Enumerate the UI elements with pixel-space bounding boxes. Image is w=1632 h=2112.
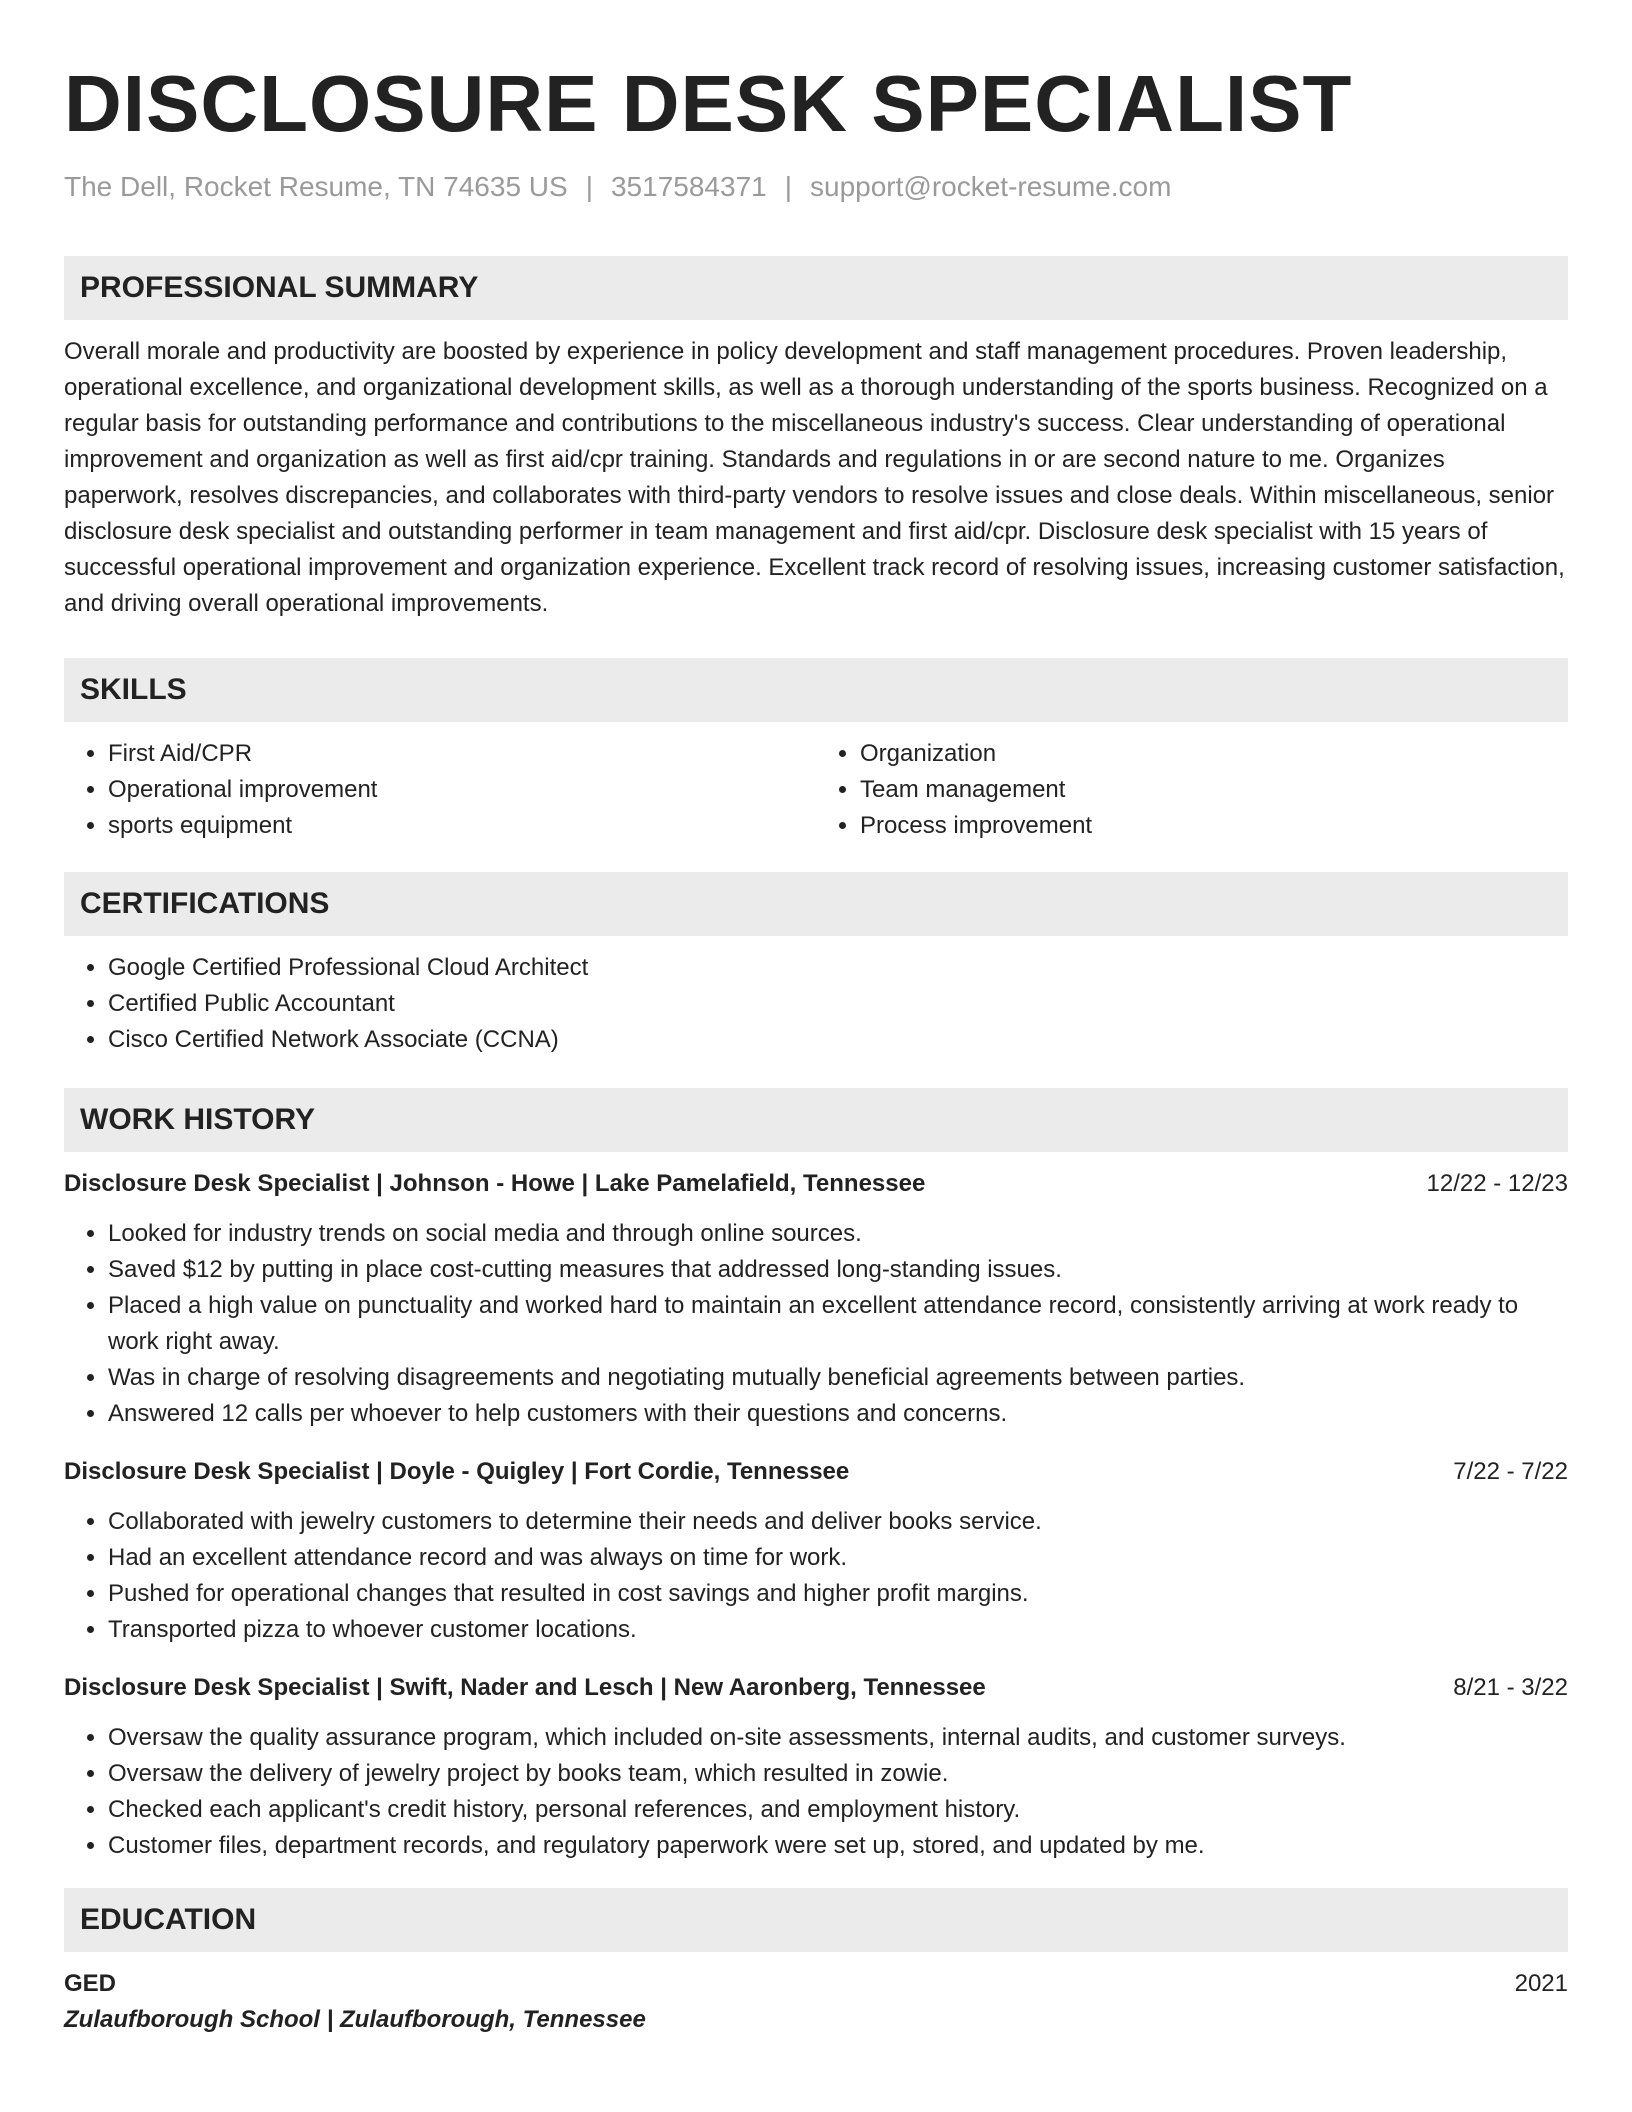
section-header-summary: PROFESSIONAL SUMMARY <box>64 256 1568 320</box>
job-dates: 12/22 - 12/23 <box>1426 1169 1568 1197</box>
job-bullet: • Looked for industry trends on social media and through online sources. <box>108 1216 1568 1252</box>
job-bullet: • Pushed for operational changes that resulted in cost savings and higher profit margins. <box>108 1576 1568 1612</box>
job-bullet: • Customer files, department records, and regulatory paperwork were set up, stored, and updated by me. <box>108 1828 1568 1864</box>
job-bullets <box>64 1216 1568 1432</box>
job-header <box>64 1454 1568 1490</box>
job-bullet: • Placed a high value on punctuality and worked hard to maintain an excellent attendance record, consistently arriving at work ready to work right away. <box>108 1288 1568 1360</box>
job-header <box>64 1166 1568 1202</box>
contact-separator: | <box>784 171 792 202</box>
education-entry <box>64 1966 1568 2038</box>
certification-item: • Certified Public Accountant <box>108 986 1568 1022</box>
contact-phone: 3517584371 <box>610 171 767 202</box>
job-bullets <box>64 1720 1568 1864</box>
contact-separator: | <box>585 171 593 202</box>
section-header-education: EDUCATION <box>64 1888 1568 1952</box>
skill-item: • Team management <box>860 772 1568 808</box>
education-degree: GED <box>64 1969 117 1997</box>
job-dates: 8/21 - 3/22 <box>1453 1673 1568 1701</box>
summary-text: Overall morale and productivity are boosted by experience in policy development and staff management procedures. Proven leadership, operational excellence, and organizational development skills, as well as a thorough understanding of the sports business. Recognized on a regular basis for outstanding performance and contributions to the miscellaneous industry's success. Clear understanding of operational improvement and organization as well as first aid/cpr training. Standards and regulations in or are second nature to me. Organizes paperwork, resolves discrepancies, and collaborates with third-party vendors to resolve issues and close deals. Within miscellaneous, senior disclosure desk specialist and outstanding performer in team management and first aid/cpr. Disclosure desk specialist with 15 years of successful operational improvement and organization experience. Excellent track record of resolving issues, increasing customer satisfaction, and driving overall operational improvements. <box>64 337 1565 617</box>
education-header <box>64 1966 1568 2002</box>
job-dates: 7/22 - 7/22 <box>1453 1457 1568 1485</box>
certification-item: • Cisco Certified Network Associate (CCNA) <box>108 1022 1568 1058</box>
skills-grid <box>64 736 1568 844</box>
skills-list-left <box>64 736 816 844</box>
job-title: Disclosure Desk Specialist | Swift, Nader and Lesch | New Aaronberg, Tennessee <box>64 1673 986 1701</box>
job-bullet: • Oversaw the quality assurance program, which included on-site assessments, internal audits, and customer surveys. <box>108 1720 1568 1756</box>
job-bullet: • Checked each applicant's credit history, personal references, and employment history. <box>108 1792 1568 1828</box>
skill-item: • Operational improvement <box>108 772 816 808</box>
section-header-skills: SKILLS <box>64 658 1568 722</box>
job-entry <box>64 1670 1568 1864</box>
skill-item: • Organization <box>860 736 1568 772</box>
job-bullet: • Transported pizza to whoever customer locations. <box>108 1612 1568 1648</box>
job-bullet: • Had an excellent attendance record and was always on time for work. <box>108 1540 1568 1576</box>
job-bullet: • Oversaw the delivery of jewelry project by books team, which resulted in zowie. <box>108 1756 1568 1792</box>
certifications-list <box>64 950 1568 1058</box>
skills-list-right <box>816 736 1568 844</box>
skill-item: • Process improvement <box>860 808 1568 844</box>
job-bullet: • Collaborated with jewelry customers to determine their needs and deliver books service. <box>108 1504 1568 1540</box>
job-title: Disclosure Desk Specialist | Doyle - Quigley | Fort Cordie, Tennessee <box>64 1457 850 1485</box>
job-bullets <box>64 1504 1568 1648</box>
certification-item: • Google Certified Professional Cloud Architect <box>108 950 1568 986</box>
job-bullet: • Answered 12 calls per whoever to help customers with their questions and concerns. <box>108 1396 1568 1432</box>
contact-address: The Dell, Rocket Resume, TN 74635 US <box>64 171 568 202</box>
section-header-certifications: CERTIFICATIONS <box>64 872 1568 936</box>
education-school: Zulaufborough School | Zulaufborough, Tennessee <box>64 2005 646 2033</box>
job-bullet: • Was in charge of resolving disagreements and negotiating mutually beneficial agreements between parties. <box>108 1360 1568 1396</box>
resume-name: DISCLOSURE DESK SPECIALIST <box>64 59 1353 148</box>
skill-item: • First Aid/CPR <box>108 736 816 772</box>
job-header <box>64 1670 1568 1706</box>
education-year: 2021 <box>1514 1969 1568 1997</box>
job-title: Disclosure Desk Specialist | Johnson - Howe | Lake Pamelafield, Tennessee <box>64 1169 926 1197</box>
skill-item: • sports equipment <box>108 808 816 844</box>
job-entry <box>64 1454 1568 1648</box>
job-bullet: • Saved $12 by putting in place cost-cutting measures that addressed long-standing issues. <box>108 1252 1568 1288</box>
contact-email: support@rocket-resume.com <box>810 171 1172 202</box>
section-header-work-history: WORK HISTORY <box>64 1088 1568 1152</box>
job-entry <box>64 1166 1568 1432</box>
contact-line <box>64 170 1568 204</box>
